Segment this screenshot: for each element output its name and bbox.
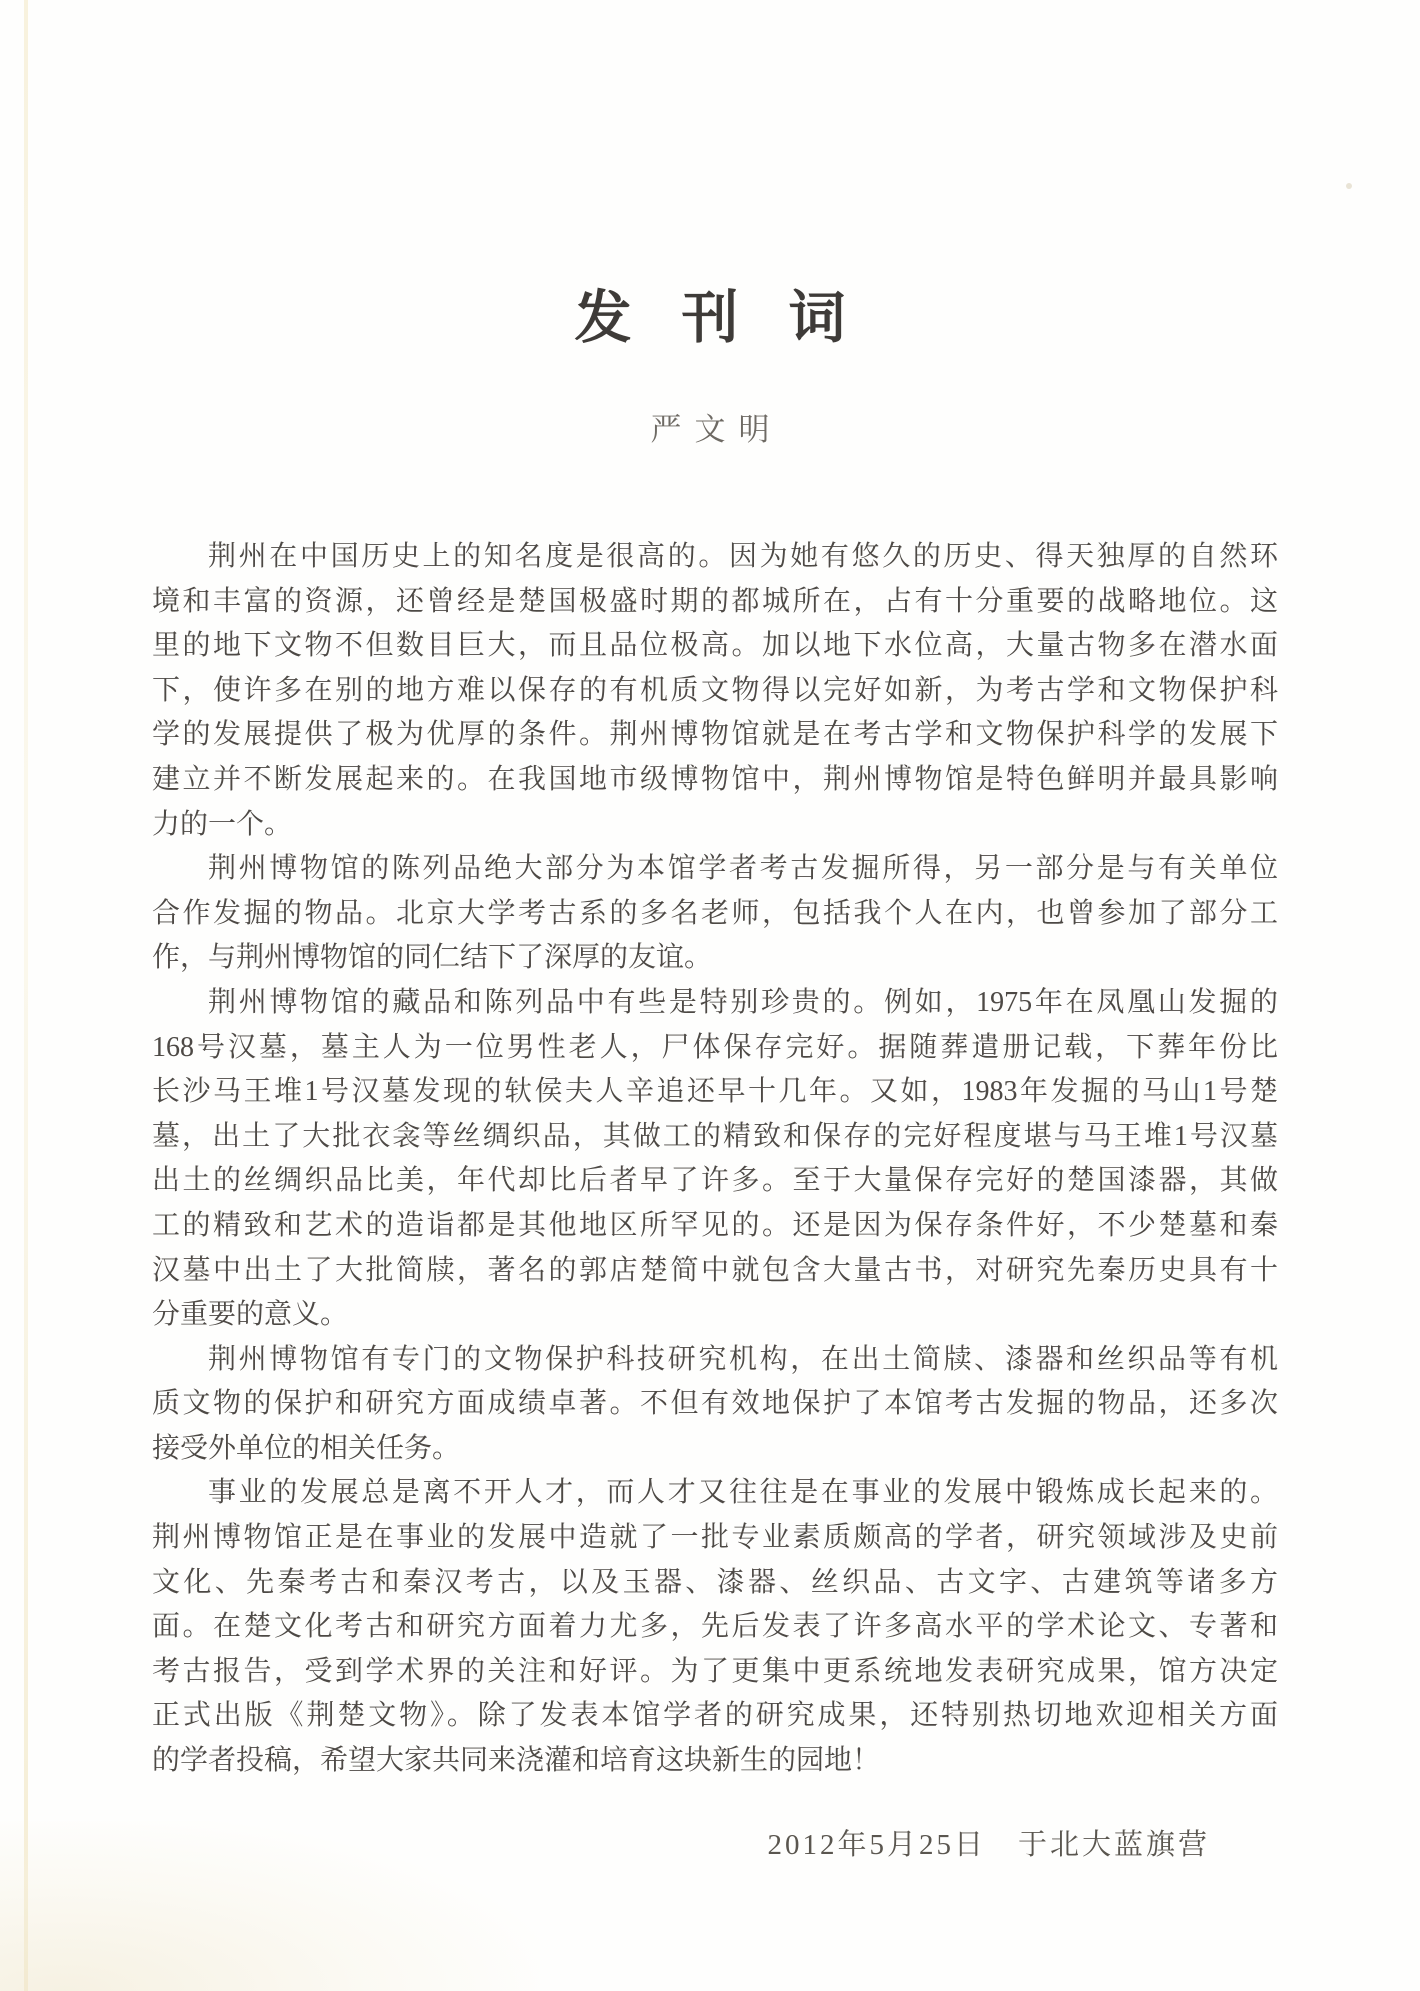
body-line: 分重要的意义。 xyxy=(152,1299,349,1331)
body-line: 合作发掘的物品。北京大学考古系的多名老师，包括我个人在内，也曾参加了部分工 xyxy=(152,897,1278,929)
body-line: 荆州在中国历史上的知名度是很高的。因为她有悠久的历史、得天独厚的自然环 xyxy=(208,541,1278,572)
date-line: 2012年5月25日 于北大蓝旗营 xyxy=(767,1829,1210,1861)
body-line: 荆州博物馆的陈列品绝大部分为本馆学者考古发掘所得，另一部分是与有关单位 xyxy=(208,853,1278,885)
page-title: 发刊词 xyxy=(574,287,896,350)
bottom-left-shade xyxy=(0,1821,540,1991)
body-line: 接受外单位的相关任务。 xyxy=(152,1432,461,1464)
body-line: 学的发展提供了极为优厚的条件。荆州博物馆就是在考古学和文物保护科学的发展下 xyxy=(152,719,1278,751)
body-line: 下，使许多在别的地方难以保存的有机质文物得以完好如新，为考古学和文物保护科 xyxy=(152,674,1278,706)
body-line: 工的精致和艺术的造诣都是其他地区所罕见的。还是因为保存条件好，不少楚墓和秦 xyxy=(152,1209,1278,1241)
body-line: 考古报告，受到学术界的关注和好评。为了更集中更系统地发表研究成果，馆方决定 xyxy=(152,1655,1278,1687)
body-line: 汉墓中出土了大批简牍，著名的郭店楚简中就包含大量古书，对研究先秦历史具有十 xyxy=(152,1254,1278,1286)
document-body xyxy=(152,535,1278,1784)
body-line: 荆州博物馆正是在事业的发展中造就了一批专业素质颇高的学者，研究领域涉及史前 xyxy=(152,1522,1278,1554)
body-line: 墓，出土了大批衣衾等丝绸织品，其做工的精致和保存的完好程度堪与马王堆1号汉墓 xyxy=(152,1120,1278,1152)
author-name: 严文明 xyxy=(650,412,783,447)
body-line: 面。在楚文化考古和研究方面着力尤多，先后发表了许多高水平的学术论文、专著和 xyxy=(152,1611,1278,1643)
body-line: 荆州博物馆的藏品和陈列品中有些是特别珍贵的。例如，1975年在凤凰山发掘的 xyxy=(208,986,1278,1018)
body-line: 里的地下文物不但数目巨大，而且品位极高。加以地下水位高，大量古物多在潜水面 xyxy=(152,630,1278,662)
body-line: 出土的丝绸织品比美，年代却比后者早了许多。至于大量保存完好的楚国漆器，其做 xyxy=(152,1165,1278,1197)
body-line: 作，与荆州博物馆的同仁结下了深厚的友谊。 xyxy=(152,942,713,974)
body-line: 力的一个。 xyxy=(152,808,293,840)
body-line: 质文物的保护和研究方面成绩卓著。不但有效地保护了本馆考古发掘的物品，还多次 xyxy=(152,1388,1278,1420)
body-line: 境和丰富的资源，还曾经是楚国极盛时期的都城所在，占有十分重要的战略地位。这 xyxy=(152,585,1278,617)
body-line: 建立并不断发展起来的。在我国地市级博物馆中，荆州博物馆是特色鲜明并最具影响 xyxy=(152,763,1278,795)
body-line: 正式出版《荆楚文物》。除了发表本馆学者的研究成果，还特别热切地欢迎相关方面 xyxy=(152,1700,1278,1732)
body-line: 荆州博物馆有专门的文物保护科技研究机构，在出土简牍、漆器和丝织品等有机 xyxy=(208,1343,1278,1375)
body-line: 168号汉墓，墓主人为一位男性老人，尸体保存完好。据随葬遣册记载，下葬年份比 xyxy=(152,1031,1278,1063)
paper-speck xyxy=(1346,183,1352,189)
body-line: 的学者投稿，希望大家共同来浇灌和培育这块新生的园地！ xyxy=(152,1745,881,1777)
body-line: 文化、先秦考古和秦汉考古，以及玉器、漆器、丝织品、古文字、古建筑等诸多方 xyxy=(152,1566,1278,1598)
body-line: 长沙马王堆1号汉墓发现的轪侯夫人辛追还早十几年。又如，1983年发掘的马山1号楚 xyxy=(152,1076,1278,1108)
body-line: 事业的发展总是离不开人才，而人才又往往是在事业的发展中锻炼成长起来的。 xyxy=(208,1477,1278,1509)
